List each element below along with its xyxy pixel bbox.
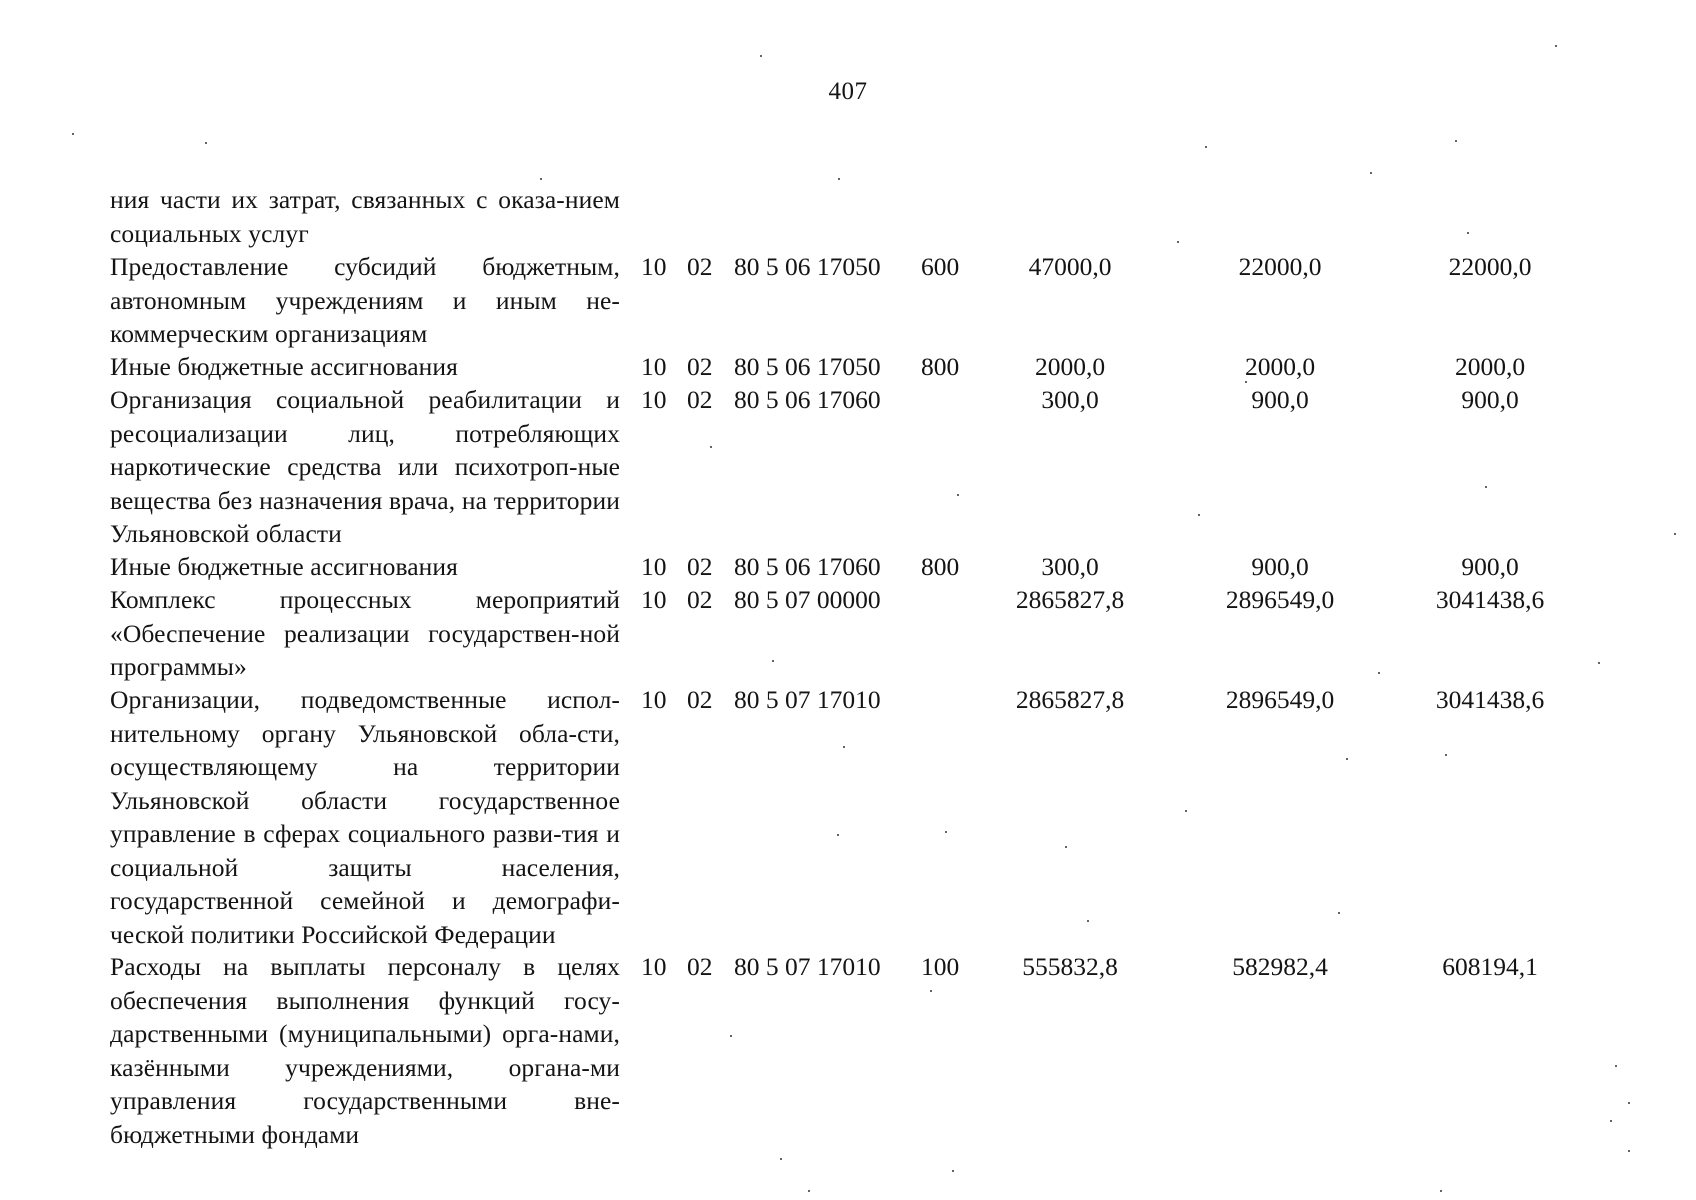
row-description: Комплекс процессных мероприятий «Обеспечение реализации государствен-ной программы» xyxy=(110,585,620,681)
scan-speck xyxy=(1485,486,1487,488)
scan-speck xyxy=(952,1170,954,1172)
scan-speck xyxy=(1378,672,1380,674)
target-article-code: 80 5 06 17050 xyxy=(734,252,881,281)
section-code: 10 xyxy=(641,552,667,581)
subsection-code: 02 xyxy=(687,385,713,414)
amount-year-2: 2000,0 xyxy=(1244,352,1316,381)
amount-year-2: 2896549,0 xyxy=(1225,685,1335,714)
section-code: 10 xyxy=(641,385,667,414)
amount-year-1: 300,0 xyxy=(1041,552,1099,581)
scan-speck xyxy=(1610,1120,1612,1122)
scan-speck xyxy=(760,55,762,57)
amount-year-3: 22000,0 xyxy=(1448,252,1532,281)
target-article-code: 80 5 07 17010 xyxy=(734,685,881,714)
target-article-code: 80 5 06 17060 xyxy=(734,552,881,581)
target-article-code: 80 5 07 17010 xyxy=(734,952,881,981)
amount-year-3: 3041438,6 xyxy=(1435,685,1545,714)
scan-speck xyxy=(1628,1102,1630,1104)
section-code: 10 xyxy=(641,352,667,381)
scan-speck xyxy=(1087,920,1089,922)
section-code: 10 xyxy=(641,952,667,981)
scan-speck xyxy=(1628,1150,1630,1152)
expense-type-code: 600 xyxy=(921,252,960,281)
scan-speck xyxy=(1346,758,1348,760)
amount-year-2: 900,0 xyxy=(1251,385,1309,414)
amount-year-1: 2865827,8 xyxy=(1015,585,1125,614)
scan-speck xyxy=(1177,241,1179,243)
amount-year-1: 555832,8 xyxy=(1022,952,1118,981)
scan-speck xyxy=(730,1035,732,1037)
subsection-code: 02 xyxy=(687,952,713,981)
amount-year-2: 900,0 xyxy=(1251,552,1309,581)
row-description: Организации, подведомственные испол-нительному органу Ульяновской обла-сти, осуществляющему на территории Ульяновской области государственное управление в сферах социального разви-тия и социальной защиты населения, государственной семейной и демографи-ческой политики Российской Федерации xyxy=(110,685,620,949)
amount-year-3: 608194,1 xyxy=(1442,952,1538,981)
scan-speck xyxy=(540,178,542,180)
scan-speck xyxy=(1370,172,1372,174)
amount-year-1: 2000,0 xyxy=(1034,352,1106,381)
amount-year-1: 47000,0 xyxy=(1028,252,1112,281)
subsection-code: 02 xyxy=(687,552,713,581)
section-code: 10 xyxy=(641,685,667,714)
subsection-code: 02 xyxy=(687,585,713,614)
expense-type-code: 800 xyxy=(921,552,960,581)
scan-speck xyxy=(1555,45,1557,47)
subsection-code: 02 xyxy=(687,352,713,381)
row-description: Иные бюджетные ассигнования xyxy=(110,552,459,581)
amount-year-3: 2000,0 xyxy=(1454,352,1526,381)
scan-speck xyxy=(945,831,947,833)
scan-speck xyxy=(1467,232,1469,234)
scan-speck xyxy=(1445,754,1447,756)
scan-speck xyxy=(837,834,839,836)
scan-speck xyxy=(1674,533,1676,535)
amount-year-1: 300,0 xyxy=(1041,385,1099,414)
scan-speck xyxy=(957,494,959,496)
scan-speck xyxy=(843,746,845,748)
amount-year-2: 2896549,0 xyxy=(1225,585,1335,614)
scan-speck xyxy=(205,142,207,144)
amount-year-3: 900,0 xyxy=(1461,385,1519,414)
row-description: Организация социальной реабилитации и ресоциализации лиц, потребляющих наркотические средства или психотроп-ные вещества без назначения врача, на территории Ульяновской области xyxy=(110,385,620,548)
row-description: Предоставление субсидий бюджетным, автономным учреждениям и иным не-коммерческим организациям xyxy=(110,252,620,348)
amount-year-2: 22000,0 xyxy=(1238,252,1322,281)
row-description: ния части их затрат, связанных с оказа-нием социальных услуг xyxy=(110,185,620,248)
section-code: 10 xyxy=(641,585,667,614)
scan-speck xyxy=(780,1158,782,1160)
subsection-code: 02 xyxy=(687,685,713,714)
page-number: 407 xyxy=(828,78,868,105)
amount-year-1: 2865827,8 xyxy=(1015,685,1125,714)
amount-year-3: 3041438,6 xyxy=(1435,585,1545,614)
row-description: Иные бюджетные ассигнования xyxy=(110,352,459,381)
scan-speck xyxy=(1598,662,1600,664)
scan-speck xyxy=(1185,810,1187,812)
amount-year-3: 900,0 xyxy=(1461,552,1519,581)
scan-speck xyxy=(930,990,932,992)
expense-type-code: 100 xyxy=(921,952,960,981)
scan-speck xyxy=(72,133,74,135)
scan-speck xyxy=(1440,1190,1442,1192)
target-article-code: 80 5 06 17060 xyxy=(734,385,881,414)
scan-speck xyxy=(838,178,840,180)
scan-speck xyxy=(1338,912,1340,914)
scan-speck xyxy=(1198,514,1200,516)
subsection-code: 02 xyxy=(687,252,713,281)
scan-speck xyxy=(710,446,712,448)
target-article-code: 80 5 07 00000 xyxy=(734,585,881,614)
scan-speck xyxy=(808,1190,810,1192)
scan-speck xyxy=(1245,381,1247,383)
scan-speck xyxy=(1205,146,1207,148)
scan-speck xyxy=(1615,1065,1617,1067)
scan-speck xyxy=(772,660,774,662)
scan-speck xyxy=(1065,846,1067,848)
row-description: Расходы на выплаты персоналу в целях обеспечения выполнения функций госу-дарственными (муниципальными) орга-нами, казёнными учреждениями, органа-ми управления государственными вне-бюджетными фондами xyxy=(110,952,620,1149)
section-code: 10 xyxy=(641,252,667,281)
amount-year-2: 582982,4 xyxy=(1232,952,1328,981)
scan-speck xyxy=(1455,140,1457,142)
target-article-code: 80 5 06 17050 xyxy=(734,352,881,381)
expense-type-code: 800 xyxy=(921,352,960,381)
